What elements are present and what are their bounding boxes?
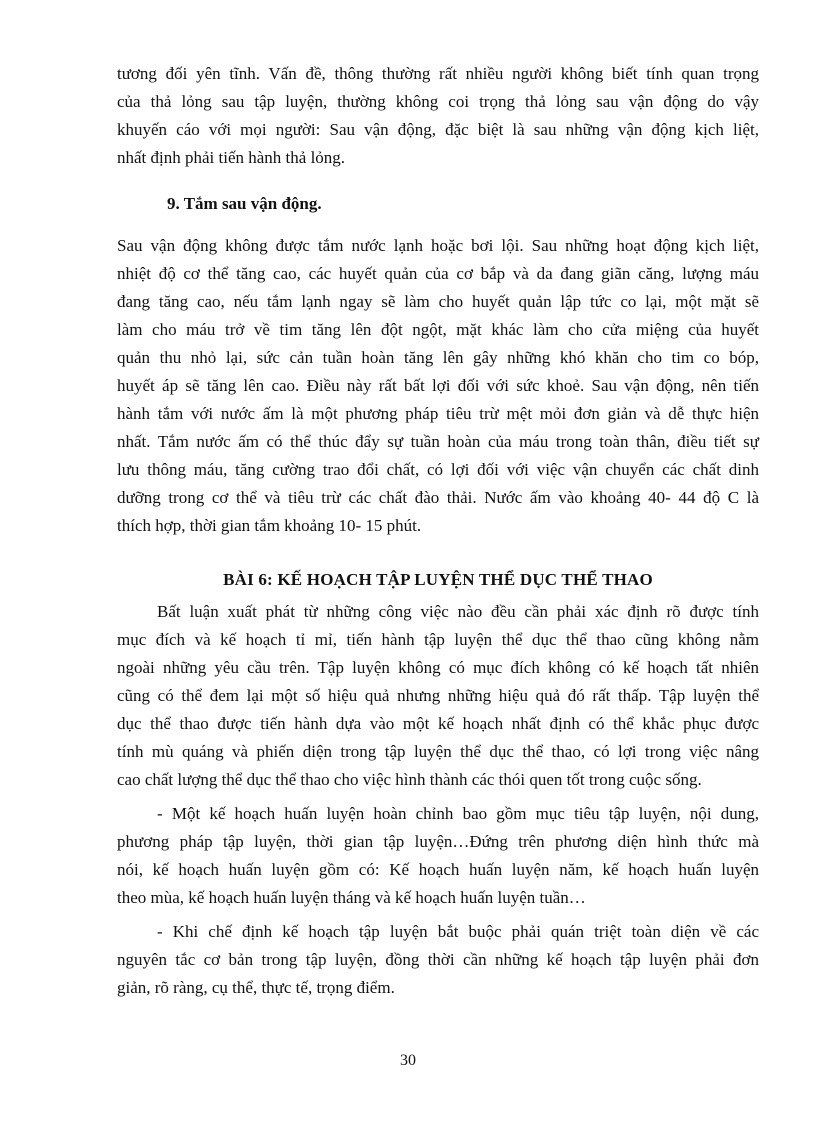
text-line: tương đối yên tĩnh. Vấn đề, thông thường rất nhiều người không biết tính quan trọng: [117, 64, 759, 83]
text-line: dục thể thao được tiến hành dựa vào một kế hoạch nhất định có thể khắc phục được: [117, 714, 759, 733]
text-line: đang tăng cao, nếu tắm lạnh ngay sẽ làm cho huyết quản lập tức co lại, một mặt sẽ: [117, 292, 759, 311]
text-line: dưỡng trong cơ thể và tiêu trừ các chất đào thải. Nước ấm vào khoảng 40- 44 độ C là: [117, 488, 759, 507]
lesson-paragraph-1: [117, 598, 759, 794]
text-line: huyết áp sẽ tăng lên cao. Điều này rất bất lợi đối với sức khoẻ. Sau vận động, nên tiến: [117, 376, 759, 395]
page-number: 30: [400, 1052, 416, 1069]
text-line: thích hợp, thời gian tắm khoảng 10- 15 phút.: [117, 516, 422, 535]
text-line: tính mù quáng và phiến diện trong tập luyện thể dục thể thao, có lợi trong việc nâng: [117, 742, 759, 761]
text-line: Bất luận xuất phát từ những công việc nào đều cần phải xác định rõ được tính: [157, 602, 759, 621]
lesson-title: BÀI 6: KẾ HOẠCH TẬP LUYỆN THỂ DỤC THỂ THAO: [223, 570, 653, 589]
lesson-paragraph-2: [117, 800, 759, 912]
text-line: Sau vận động không được tắm nước lạnh hoặc bơi lội. Sau những hoạt động kịch liệt,: [117, 236, 759, 255]
text-line: nhất. Tắm nước ấm có thể thúc đẩy sự tuần hoàn của máu trong toàn thân, điều tiết sự: [117, 432, 759, 451]
text-line: cũng có thể đem lại một số hiệu quả nhưng những hiệu quả đó rất thấp. Tập luyện thể: [117, 686, 759, 705]
section-9-heading: 9. Tắm sau vận động.: [167, 194, 322, 213]
text-line: nguyên tắc cơ bản trong tập luyện, đồng thời cần những kế hoạch tập luyện phải đơn: [117, 950, 759, 969]
text-line: - Khi chế định kế hoạch tập luyện bắt buộc phải quán triệt toàn diện về các: [157, 922, 759, 941]
text-line: quản thu nhỏ lại, sức cản tuần hoàn tăng lên gây những khó khăn cho tim co bóp,: [117, 348, 759, 367]
text-line: cao chất lượng thể dục thể thao cho việc hình thành các thói quen tốt trong cuộc sống.: [117, 770, 702, 789]
intro-paragraph: [117, 60, 759, 172]
lesson-paragraph-3: [117, 918, 759, 1002]
text-line: làm cho máu trở về tim tăng lên đột ngột, mặt khác làm cho cửa miệng của huyết: [117, 320, 759, 339]
text-line: ngoài những yêu cầu trên. Tập luyện không có mục đích không có kế hoạch tất nhiên: [117, 658, 759, 677]
text-line: phương pháp tập luyện, thời gian tập luyện…Đứng trên phương diện hình thức mà: [117, 832, 759, 851]
text-line: khuyến cáo với mọi người: Sau vận động, đặc biệt là sau những vận động kịch liệt,: [117, 120, 759, 139]
text-line: theo mùa, kế hoạch huấn luyện tháng và kế hoạch huấn luyện tuần…: [117, 888, 586, 907]
text-line: - Một kế hoạch huấn luyện hoàn chỉnh bao gồm mục tiêu tập luyện, nội dung,: [157, 804, 759, 823]
text-line: hành tắm với nước ấm là một phương pháp tiêu trừ mệt mỏi đơn giản và dễ thực hiện: [117, 404, 759, 423]
text-line: giản, rõ ràng, cụ thể, thực tế, trọng điểm.: [117, 978, 395, 997]
text-line: nhất định phải tiến hành thả lỏng.: [117, 148, 346, 167]
text-line: nói, kế hoạch huấn luyện gồm có: Kế hoạch huấn luyện năm, kế hoạch huấn luyện: [117, 860, 759, 879]
section-9-paragraph: [117, 232, 759, 540]
text-line: lưu thông máu, tăng cường trao đổi chất, có lợi đối với việc vận chuyển các chất dinh: [117, 460, 759, 479]
text-line: của thả lỏng sau tập luyện, thường không coi trọng thả lỏng sau vận động do vậy: [117, 92, 759, 111]
text-line: nhiệt độ cơ thể tăng cao, các huyết quản của cơ bắp và da đang giãn căng, lượng máu: [117, 264, 759, 283]
text-line: mục đích và kế hoạch tỉ mỉ, tiến hành tập luyện thể dục thể thao cũng không nằm: [117, 630, 759, 649]
